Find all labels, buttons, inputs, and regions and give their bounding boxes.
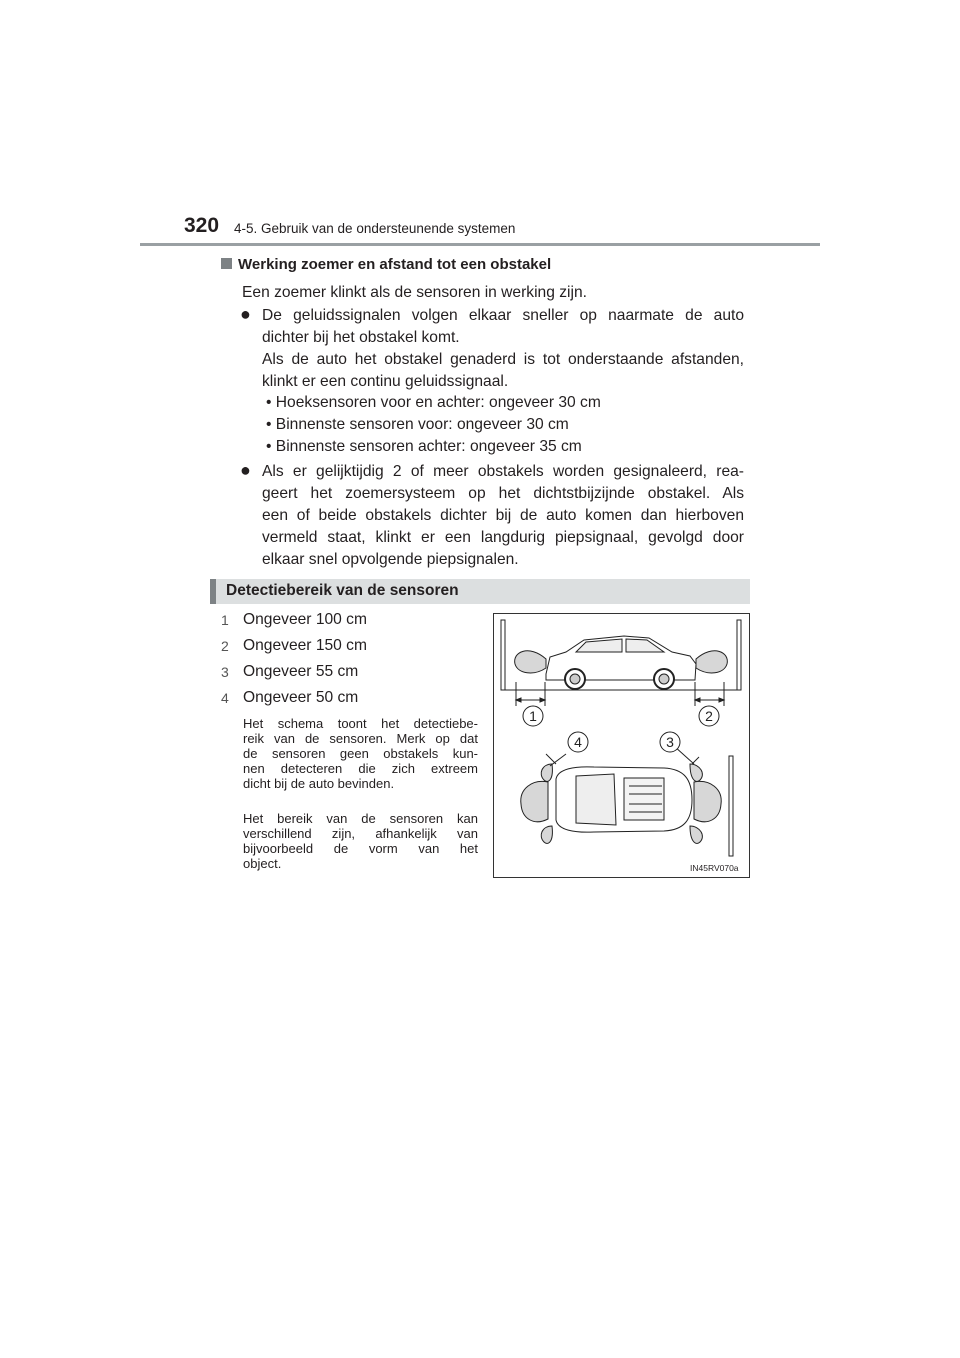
legend-number: 1 xyxy=(221,612,229,628)
bullet-2-line: geert het zoemersysteem op het dichtstbijzijnde obstakel. Als xyxy=(262,485,744,502)
box-heading-bar xyxy=(210,579,216,604)
front-center-zone xyxy=(694,781,721,821)
sensor-range-illustration xyxy=(493,613,750,878)
bullet-2-line: een of beide obstakels dichter bij de auto komen dan hierboven xyxy=(262,507,744,524)
callouts-side xyxy=(523,706,719,726)
note-line: object. xyxy=(243,856,282,871)
heading-square-icon xyxy=(221,258,232,269)
legend-number: 3 xyxy=(221,664,229,680)
rear-wall xyxy=(501,620,505,690)
car-roof xyxy=(576,774,616,825)
note-line: reik van de sensoren. Merk op dat xyxy=(243,731,478,746)
note-paragraph xyxy=(243,716,478,791)
bullet-dot-icon: ● xyxy=(240,460,251,480)
note-line: bijvoorbeeld de vorm van het xyxy=(243,841,478,856)
bullet-1-line: Als de auto het obstakel genaderd is tot onderstaande afstanden, xyxy=(262,351,744,368)
sub-item: • Binnenste sensoren achter: ongeveer 35 cm xyxy=(266,438,582,455)
front-corner-zone xyxy=(690,826,702,843)
note-line: dicht bij de auto bevinden. xyxy=(243,776,395,791)
sub-item: • Hoeksensoren voor en achter: ongeveer 30 cm xyxy=(266,394,601,411)
bullet-1-text xyxy=(262,305,744,393)
bullet-dot-icon: ● xyxy=(240,304,251,324)
legend-text: Ongeveer 150 cm xyxy=(243,637,367,654)
front-detection-zone xyxy=(696,651,727,673)
box-heading-text: Detectiebereik van de sensoren xyxy=(226,582,459,599)
callout-1-label: 1 xyxy=(529,708,537,724)
car-wheel-hub xyxy=(659,674,669,684)
bullet-2-line: elkaar snel opvolgende piepsignalen. xyxy=(262,551,519,568)
note-paragraph xyxy=(243,811,478,871)
front-corner-zone xyxy=(690,764,702,781)
section-heading-text: Werking zoemer en afstand tot een obstakel xyxy=(238,256,552,273)
legend-text: Ongeveer 55 cm xyxy=(243,663,359,680)
header-divider xyxy=(140,243,820,246)
callouts-top xyxy=(568,732,680,752)
note-line: Het schema toont het detectiebe- xyxy=(243,716,478,731)
intro-paragraph: Een zoemer klinkt als de sensoren in werking zijn. xyxy=(242,284,587,301)
arrowheads xyxy=(516,698,724,702)
rear-corner-zone xyxy=(541,826,552,843)
top-view xyxy=(521,746,733,856)
car-wheel-hub xyxy=(570,674,580,684)
note-line: Het bereik van de sensoren kan xyxy=(243,811,478,826)
rear-detection-zone xyxy=(515,651,546,673)
legend-text: Ongeveer 100 cm xyxy=(243,611,367,628)
bullet-1-line: De geluidssignalen volgen elkaar sneller op naarmate de auto xyxy=(262,307,744,324)
bullet-1-line: dichter bij het obstakel komt. xyxy=(262,329,460,346)
note-line: de sensoren geen obstakels kun- xyxy=(243,746,478,761)
legend-number: 4 xyxy=(221,690,229,706)
sub-item: • Binnenste sensoren voor: ongeveer 30 cm xyxy=(266,416,569,433)
bullet-2-line: Als er gelijktijdig 2 of meer obstakels worden gesignaleerd, rea- xyxy=(262,463,744,480)
figure-code: IN45RV070a xyxy=(690,863,739,873)
bullet-2-line: vermeld staat, klinkt er een langdurig piepsignaal, gevolgd door xyxy=(262,529,744,546)
bullet-1-line: klinkt er een continu geluidssignaal. xyxy=(262,373,509,390)
front-wall xyxy=(737,620,741,690)
section-heading xyxy=(221,256,551,273)
chapter-title: 4-5. Gebruik van de ondersteunende systemen xyxy=(234,221,516,236)
callout-2-label: 2 xyxy=(705,708,713,724)
rear-corner-zone xyxy=(541,764,552,781)
side-view xyxy=(501,620,741,706)
box-heading xyxy=(210,579,750,604)
callout-4-label: 4 xyxy=(574,734,582,750)
top-wall xyxy=(729,756,733,856)
callout-3-label: 3 xyxy=(666,734,674,750)
legend-number: 2 xyxy=(221,638,229,654)
car-roof-rails xyxy=(624,778,664,820)
legend-text: Ongeveer 50 cm xyxy=(243,689,359,706)
page-number: 320 xyxy=(184,214,220,237)
bullet-2-text xyxy=(262,461,744,571)
note-line: verschillend zijn, afhankelijk van xyxy=(243,826,478,841)
sensor-diagram xyxy=(494,614,749,877)
note-line: nen detecteren die zich extreem xyxy=(243,761,478,776)
rear-center-zone xyxy=(521,781,548,821)
